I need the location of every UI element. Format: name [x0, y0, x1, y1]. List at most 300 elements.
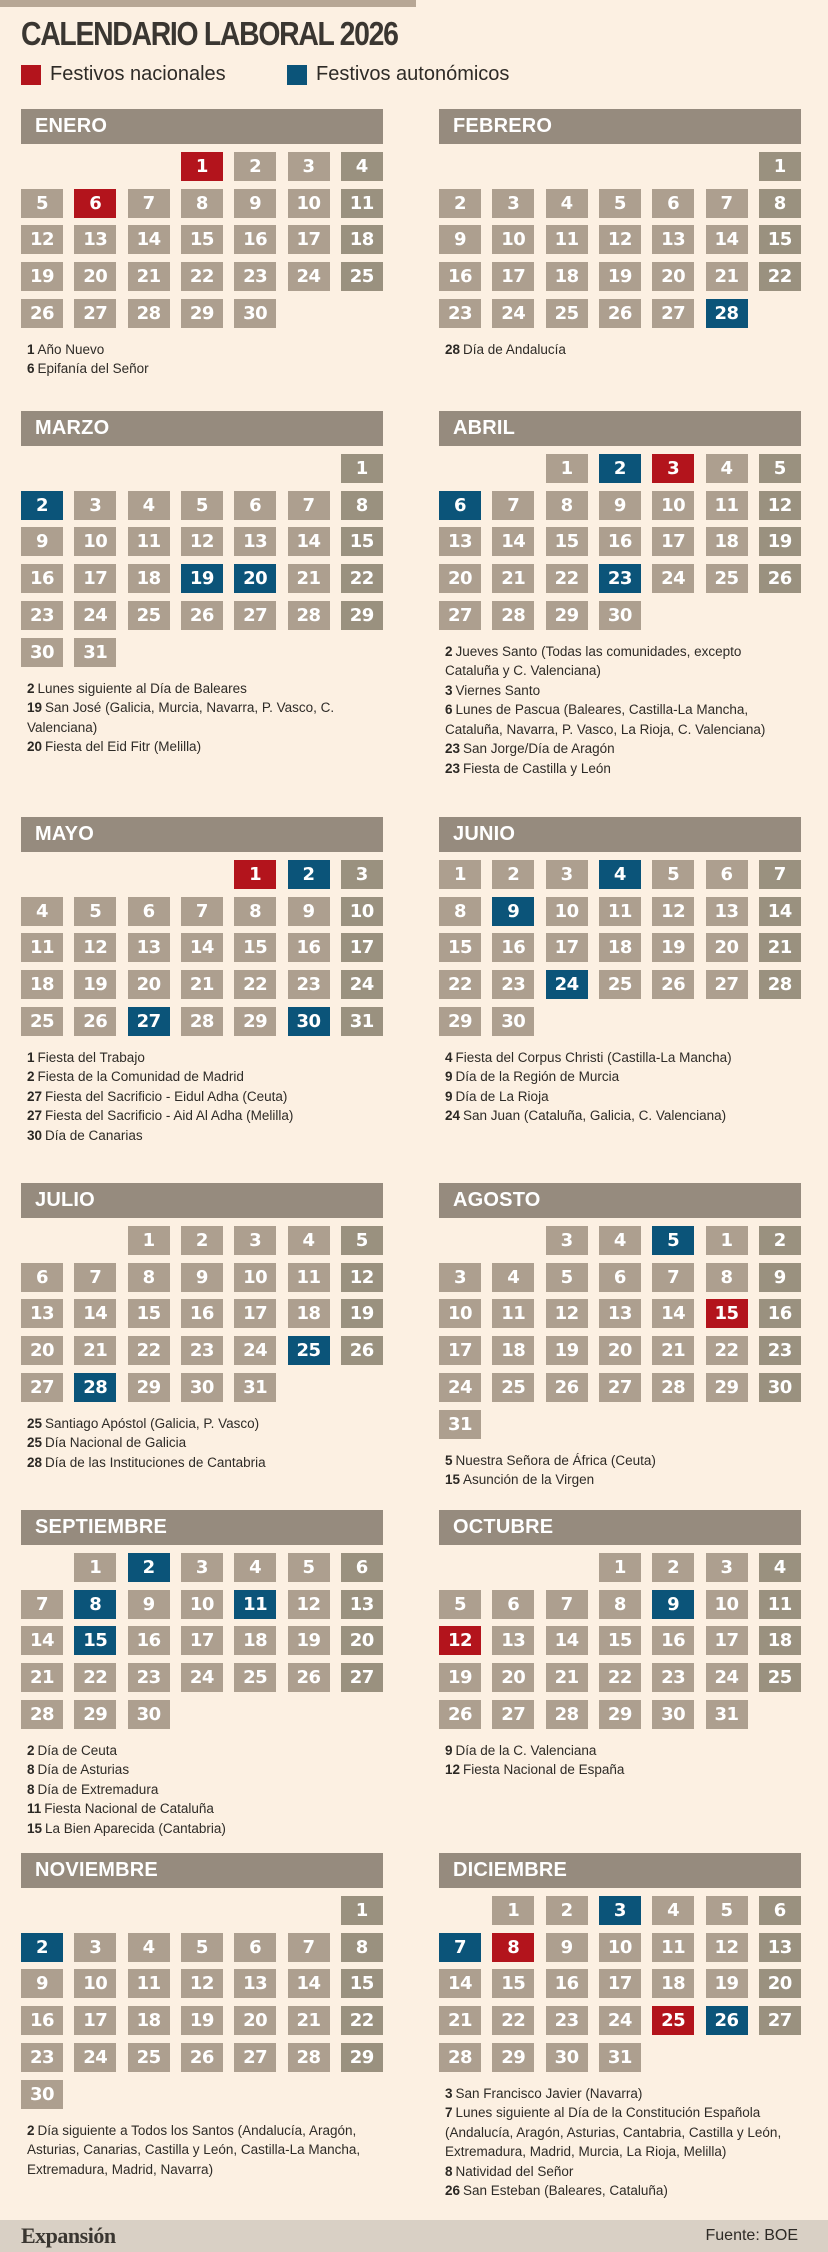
holiday-note-day: 3: [445, 2085, 453, 2101]
day-cell: 12: [288, 1590, 330, 1619]
day-cell: 1: [706, 1226, 748, 1255]
holiday-notes: [27, 1741, 377, 1839]
holiday-notes: [445, 1048, 795, 1126]
day-cell: 2: [21, 1933, 63, 1962]
day-cell: 7: [706, 189, 748, 218]
day-cell: 31: [234, 1373, 276, 1402]
day-cell: 28: [21, 1700, 63, 1729]
day-cell: 6: [128, 897, 170, 926]
day-cell: 2: [599, 454, 641, 483]
day-cell: 29: [599, 1700, 641, 1729]
day-cell: 18: [599, 933, 641, 962]
day-cell: 3: [439, 1263, 481, 1292]
day-cell: 12: [599, 225, 641, 254]
day-cell: 23: [21, 601, 63, 630]
day-cell: 13: [599, 1299, 641, 1328]
day-cell: 24: [652, 564, 694, 593]
day-cell: 7: [288, 491, 330, 520]
day-cell: 7: [546, 1590, 588, 1619]
holiday-note-text: Nuestra Señora de África (Ceuta): [455, 1452, 656, 1468]
day-cell: 9: [288, 897, 330, 926]
holiday-note-day: 28: [27, 1454, 43, 1470]
day-cell: 17: [546, 933, 588, 962]
holiday-note-text: Fiesta del Sacrificio - Eidul Adha (Ceuta): [45, 1088, 288, 1104]
holiday-note-day: 20: [27, 739, 43, 754]
holiday-note-day: 25: [27, 1415, 43, 1431]
day-cell: 2: [181, 1226, 223, 1255]
day-cell: 13: [21, 1299, 63, 1328]
month-junio: [439, 817, 801, 1124]
day-cell: 17: [706, 1626, 748, 1655]
day-cell: 19: [599, 262, 641, 291]
holiday-notes: [445, 2084, 795, 2201]
day-cell: 16: [288, 933, 330, 962]
day-cell: 2: [652, 1553, 694, 1582]
day-cell: 27: [652, 299, 694, 328]
day-cell: 3: [234, 1226, 276, 1255]
holiday-note-day: 8: [445, 2163, 453, 2179]
holiday-note-day: 9: [445, 1088, 453, 1104]
day-cell: 25: [652, 2006, 694, 2035]
month-header: MAYO: [21, 817, 383, 852]
day-cell: 30: [21, 2080, 63, 2109]
day-cell: 26: [181, 601, 223, 630]
day-cell: 19: [652, 933, 694, 962]
day-cell: 26: [546, 1373, 588, 1402]
day-cell: 3: [546, 860, 588, 889]
day-cell: 1: [234, 860, 276, 889]
holiday-note-day: 9: [445, 1742, 453, 1758]
day-cell: 8: [599, 1590, 641, 1619]
day-cell: 18: [759, 1626, 801, 1655]
day-cell: 27: [492, 1700, 534, 1729]
day-grid: [439, 1226, 801, 1439]
holiday-note-day: 7: [445, 2105, 453, 2121]
day-cell: 10: [706, 1590, 748, 1619]
day-cell: 9: [599, 491, 641, 520]
day-cell: 12: [706, 1933, 748, 1962]
holiday-note: [27, 1453, 377, 1473]
day-cell: 4: [21, 897, 63, 926]
month-header: SEPTIEMBRE: [21, 1510, 383, 1545]
day-cell: 1: [128, 1226, 170, 1255]
day-cell: 24: [706, 1663, 748, 1692]
day-cell: 3: [74, 491, 116, 520]
day-cell: 1: [439, 860, 481, 889]
day-cell: 23: [288, 970, 330, 999]
day-cell: 11: [759, 1590, 801, 1619]
day-cell: 25: [288, 1336, 330, 1365]
day-cell: 18: [128, 2006, 170, 2035]
holiday-note-day: 3: [445, 682, 453, 698]
day-cell: 8: [181, 189, 223, 218]
day-cell: 21: [288, 564, 330, 593]
day-cell: 18: [546, 262, 588, 291]
day-cell: 11: [128, 1969, 170, 1998]
holiday-note-text: Fiesta Nacional de España: [463, 1762, 625, 1778]
day-cell: 31: [599, 2043, 641, 2072]
day-cell: 13: [128, 933, 170, 962]
month-mayo: [21, 817, 383, 1143]
holiday-note-day: 28: [445, 341, 461, 357]
day-cell: 26: [706, 2006, 748, 2035]
holiday-note-text: San Francisco Javier (Navarra): [455, 2085, 643, 2101]
month-header: OCTUBRE: [439, 1510, 801, 1545]
holiday-note-day: 9: [445, 1069, 453, 1085]
legend-label: Festivos nacionales: [50, 63, 226, 85]
day-cell: 8: [492, 1933, 534, 1962]
holiday-note-text: Año Nuevo: [37, 341, 105, 357]
holiday-note: [27, 1799, 377, 1819]
day-cell: 15: [234, 933, 276, 962]
holiday-note-text: Fiesta del Eid Fitr (Melilla): [45, 739, 202, 754]
day-cell: 20: [234, 564, 276, 593]
day-cell: 25: [21, 1007, 63, 1036]
holiday-note: [445, 1741, 795, 1761]
holiday-note: [445, 2103, 795, 2162]
day-cell: 6: [74, 189, 116, 218]
day-cell: 7: [759, 860, 801, 889]
day-cell: 5: [599, 189, 641, 218]
day-cell: 15: [341, 527, 383, 556]
day-cell: 7: [128, 189, 170, 218]
holiday-note-day: 2: [27, 1742, 35, 1758]
holiday-note-day: 30: [27, 1127, 43, 1143]
day-cell: 28: [181, 1007, 223, 1036]
holiday-note: [27, 698, 377, 737]
day-cell: 22: [234, 970, 276, 999]
day-cell: 9: [181, 1263, 223, 1292]
day-cell: 3: [74, 1933, 116, 1962]
day-cell: 28: [706, 299, 748, 328]
day-grid: [21, 1226, 383, 1402]
holiday-note: [27, 1433, 377, 1453]
red-square-icon: [21, 65, 41, 85]
holiday-note: [27, 1126, 377, 1146]
holiday-note-text: Fiesta del Sacrificio - Aid Al Adha (Melilla): [45, 1108, 294, 1124]
day-cell: 30: [759, 1373, 801, 1402]
day-cell: 30: [234, 299, 276, 328]
holiday-note-day: 15: [445, 1472, 461, 1487]
holiday-note-text: Fiesta de Castilla y León: [463, 760, 611, 776]
day-cell: 11: [492, 1299, 534, 1328]
holiday-note-text: San José (Galicia, Murcia, Navarra, P. Vasco, C. Valenciana): [27, 700, 335, 735]
day-cell: 19: [439, 1663, 481, 1692]
day-cell: 22: [599, 1663, 641, 1692]
holiday-note-text: Día de Andalucía: [463, 341, 566, 357]
day-cell: 3: [599, 1896, 641, 1925]
day-cell: 28: [288, 2043, 330, 2072]
holiday-note-day: 27: [27, 1088, 43, 1104]
day-cell: 17: [74, 2006, 116, 2035]
day-grid: [439, 1896, 801, 2072]
day-cell: 20: [341, 1626, 383, 1655]
day-cell: 10: [439, 1299, 481, 1328]
day-cell: 18: [288, 1299, 330, 1328]
month-agosto: [439, 1183, 801, 1487]
day-cell: 10: [74, 527, 116, 556]
month-julio: [21, 1183, 383, 1470]
holiday-note-day: 23: [445, 760, 461, 776]
day-cell: 13: [759, 1933, 801, 1962]
day-cell: 27: [74, 299, 116, 328]
day-cell: 11: [288, 1263, 330, 1292]
holiday-note-day: 26: [445, 2183, 461, 2199]
holiday-note-day: 2: [445, 643, 453, 659]
holiday-note-day: 19: [27, 700, 43, 715]
day-cell: 6: [341, 1553, 383, 1582]
day-cell: 10: [652, 491, 694, 520]
day-cell: 22: [439, 970, 481, 999]
holiday-note: [445, 1087, 795, 1107]
holiday-note-day: 15: [27, 1820, 43, 1836]
day-cell: 19: [21, 262, 63, 291]
holiday-note: [27, 2121, 377, 2180]
holiday-note-day: 25: [27, 1435, 43, 1451]
day-cell: 24: [439, 1373, 481, 1402]
day-cell: 13: [492, 1626, 534, 1655]
month-abril: [439, 411, 801, 776]
holiday-note-text: Lunes siguiente al Día de la Constitución Española (Andalucía, Aragón, Asturias, Cantabria, Castilla y León, Extremadura, Madrid, Murcia, La Rioja, Melilla): [445, 2105, 782, 2160]
holiday-note: [445, 1106, 795, 1126]
day-cell: 19: [546, 1336, 588, 1365]
day-cell: 15: [181, 225, 223, 254]
day-cell: 5: [759, 454, 801, 483]
month-header: JUNIO: [439, 817, 801, 852]
day-cell: 9: [234, 189, 276, 218]
day-cell: 3: [288, 152, 330, 181]
holiday-note: [27, 1048, 377, 1068]
day-cell: 8: [341, 491, 383, 520]
holiday-note-day: 5: [445, 1452, 453, 1468]
day-cell: 8: [341, 1933, 383, 1962]
day-cell: 31: [341, 1007, 383, 1036]
day-cell: 3: [706, 1553, 748, 1582]
day-cell: 16: [652, 1626, 694, 1655]
holiday-note-text: San Jorge/Día de Aragón: [463, 741, 615, 757]
day-cell: 9: [439, 225, 481, 254]
month-header: ENERO: [21, 109, 383, 144]
day-cell: 24: [341, 970, 383, 999]
day-cell: 14: [288, 1969, 330, 1998]
holiday-note-text: Lunes de Pascua (Baleares, Castilla-La Mancha, Cataluña, Navarra, P. Vasco, La Rioja, C. Valenciana): [445, 702, 766, 737]
day-cell: 6: [234, 491, 276, 520]
holiday-note-text: Natividad del Señor: [455, 2163, 574, 2179]
day-cell: 4: [599, 1226, 641, 1255]
day-cell: 24: [234, 1336, 276, 1365]
holiday-note-text: Día siguiente a Todos los Santos (Andalucía, Aragón, Asturias, Canarias, Castilla y León, Castilla-La Mancha, Extremadura, Madrid, Navarra): [27, 2122, 361, 2177]
day-cell: 10: [234, 1263, 276, 1292]
month-header: ABRIL: [439, 411, 801, 446]
holiday-note-day: 2: [27, 1069, 35, 1085]
day-cell: 20: [759, 1969, 801, 1998]
day-cell: 26: [759, 564, 801, 593]
day-cell: 4: [128, 1933, 170, 1962]
day-cell: 24: [74, 601, 116, 630]
day-cell: 4: [759, 1553, 801, 1582]
day-cell: 29: [341, 601, 383, 630]
day-cell: 12: [341, 1263, 383, 1292]
day-cell: 23: [759, 1336, 801, 1365]
day-cell: 30: [599, 601, 641, 630]
day-cell: 2: [439, 189, 481, 218]
day-cell: 9: [21, 527, 63, 556]
day-cell: 1: [546, 454, 588, 483]
day-cell: 2: [759, 1226, 801, 1255]
day-cell: 2: [288, 860, 330, 889]
day-cell: 4: [288, 1226, 330, 1255]
day-cell: 19: [706, 1969, 748, 1998]
day-cell: 3: [181, 1553, 223, 1582]
day-cell: 14: [288, 527, 330, 556]
day-cell: 14: [181, 933, 223, 962]
day-cell: 25: [128, 601, 170, 630]
day-cell: 5: [21, 189, 63, 218]
holiday-note-day: 8: [27, 1762, 35, 1778]
day-cell: 29: [706, 1373, 748, 1402]
day-cell: 28: [439, 2043, 481, 2072]
day-cell: 27: [341, 1663, 383, 1692]
day-cell: 5: [439, 1590, 481, 1619]
day-cell: 21: [759, 933, 801, 962]
month-header: NOVIEMBRE: [21, 1853, 383, 1888]
day-cell: 27: [759, 2006, 801, 2035]
holiday-note: [27, 1760, 377, 1780]
day-cell: 6: [21, 1263, 63, 1292]
top-accent-bar: [0, 0, 416, 7]
day-cell: 28: [759, 970, 801, 999]
day-cell: 17: [439, 1336, 481, 1365]
holiday-note-text: Día de Canarias: [45, 1127, 143, 1143]
holiday-note-day: 2: [27, 2122, 35, 2138]
day-cell: 2: [128, 1553, 170, 1582]
day-cell: 15: [439, 933, 481, 962]
day-cell: 10: [288, 189, 330, 218]
holiday-note: [445, 2162, 795, 2182]
day-cell: 8: [128, 1263, 170, 1292]
holiday-note-text: Santiago Apóstol (Galicia, P. Vasco): [45, 1415, 260, 1431]
day-cell: 15: [128, 1299, 170, 1328]
day-cell: 13: [341, 1590, 383, 1619]
day-cell: 28: [546, 1700, 588, 1729]
day-cell: 31: [706, 1700, 748, 1729]
day-cell: 15: [74, 1626, 116, 1655]
day-cell: 14: [706, 225, 748, 254]
holiday-note-text: Día de Asturias: [37, 1762, 130, 1778]
day-cell: 15: [546, 527, 588, 556]
day-cell: 19: [288, 1626, 330, 1655]
day-cell: 19: [759, 527, 801, 556]
month-noviembre: [21, 1853, 383, 2177]
day-cell: 15: [492, 1969, 534, 1998]
holiday-note-text: Día de Extremadura: [37, 1781, 159, 1797]
holiday-note-text: Fiesta del Trabajo: [37, 1049, 145, 1065]
day-cell: 20: [21, 1336, 63, 1365]
day-cell: 4: [128, 491, 170, 520]
day-cell: 5: [288, 1553, 330, 1582]
holiday-note-text: Día de las Instituciones de Cantabria: [45, 1454, 266, 1470]
day-cell: 2: [21, 491, 63, 520]
day-cell: 23: [21, 2043, 63, 2072]
holiday-note: [27, 679, 377, 699]
day-cell: 18: [706, 527, 748, 556]
month-header: MARZO: [21, 411, 383, 446]
holiday-note-day: 11: [27, 1801, 42, 1817]
day-cell: 1: [74, 1553, 116, 1582]
legend-nacional: [21, 63, 226, 86]
day-cell: 17: [492, 262, 534, 291]
day-cell: 25: [234, 1663, 276, 1692]
holiday-note: [27, 737, 377, 757]
day-cell: 7: [439, 1933, 481, 1962]
day-cell: 23: [439, 299, 481, 328]
day-cell: 8: [234, 897, 276, 926]
day-cell: 7: [492, 491, 534, 520]
day-cell: 18: [234, 1626, 276, 1655]
day-cell: 4: [546, 189, 588, 218]
day-cell: 15: [759, 225, 801, 254]
day-cell: 13: [439, 527, 481, 556]
day-cell: 5: [341, 1226, 383, 1255]
day-cell: 20: [492, 1663, 534, 1692]
day-cell: 30: [288, 1007, 330, 1036]
day-cell: 2: [492, 860, 534, 889]
holiday-notes: [445, 340, 795, 360]
holiday-note-day: 4: [445, 1049, 453, 1065]
day-cell: 8: [706, 1263, 748, 1292]
day-cell: 6: [599, 1263, 641, 1292]
day-cell: 24: [546, 970, 588, 999]
day-cell: 25: [128, 2043, 170, 2072]
month-octubre: [439, 1510, 801, 1778]
day-cell: 14: [492, 527, 534, 556]
day-cell: 21: [492, 564, 534, 593]
day-cell: 16: [21, 2006, 63, 2035]
holiday-note: [445, 1760, 795, 1780]
day-cell: 16: [439, 262, 481, 291]
day-cell: 6: [759, 1896, 801, 1925]
day-cell: 20: [234, 2006, 276, 2035]
day-cell: 27: [234, 2043, 276, 2072]
day-cell: 13: [652, 225, 694, 254]
holiday-note: [27, 1106, 377, 1126]
day-cell: 6: [439, 491, 481, 520]
month-header: JULIO: [21, 1183, 383, 1218]
day-cell: 17: [599, 1969, 641, 1998]
day-cell: 21: [652, 1336, 694, 1365]
holiday-note-text: La Bien Aparecida (Cantabria): [45, 1820, 226, 1836]
day-cell: 29: [128, 1373, 170, 1402]
holiday-note-day: 1: [27, 1049, 35, 1065]
day-cell: 29: [492, 2043, 534, 2072]
day-cell: 24: [288, 262, 330, 291]
day-cell: 28: [288, 601, 330, 630]
day-cell: 31: [74, 638, 116, 667]
holiday-note: [445, 1470, 795, 1490]
day-cell: 14: [759, 897, 801, 926]
holiday-note: [445, 2084, 795, 2104]
day-cell: 22: [341, 564, 383, 593]
day-cell: 30: [652, 1700, 694, 1729]
day-cell: 24: [492, 299, 534, 328]
day-cell: 17: [74, 564, 116, 593]
day-cell: 16: [234, 225, 276, 254]
day-cell: 24: [74, 2043, 116, 2072]
day-cell: 17: [288, 225, 330, 254]
day-cell: 21: [21, 1663, 63, 1692]
day-grid: [21, 454, 383, 667]
day-cell: 4: [706, 454, 748, 483]
